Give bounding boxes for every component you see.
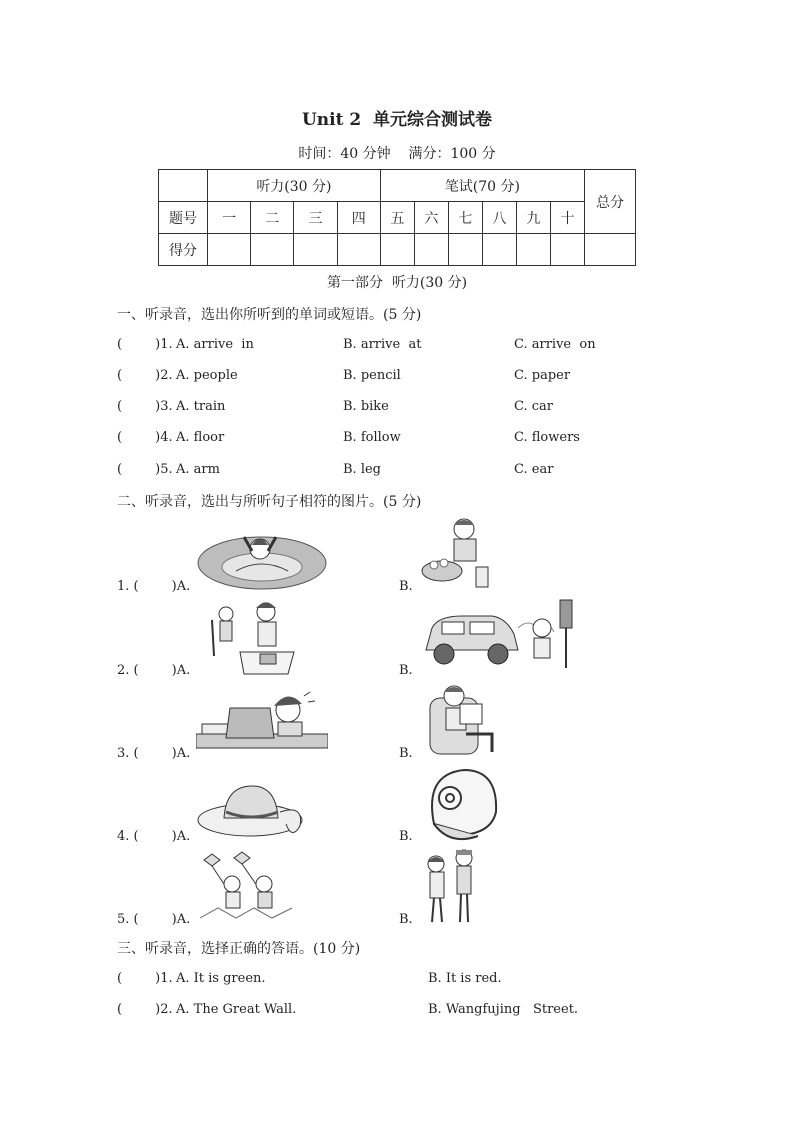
option-b: B. It is red. bbox=[428, 971, 502, 986]
option-a: A. floor bbox=[176, 430, 225, 445]
girls-cleaning-picture bbox=[204, 600, 296, 678]
girl-in-water-picture bbox=[196, 527, 328, 593]
part-title: 第一部分 听力(30 分) bbox=[326, 275, 468, 291]
col-number: 五 bbox=[380, 202, 414, 234]
question-number: 5. ( )A. bbox=[117, 912, 191, 927]
option-b: B. pencil bbox=[343, 368, 401, 383]
option-a: A. arm bbox=[176, 462, 220, 477]
boy-reading-picture bbox=[428, 682, 506, 758]
page-title: Unit 2 单元综合测试卷 bbox=[301, 110, 493, 130]
option-b-label: B. bbox=[399, 579, 413, 594]
car-and-girl-picture bbox=[422, 598, 580, 672]
option-b: B. Wangfujing Street. bbox=[428, 1002, 579, 1017]
option-a: A. people bbox=[176, 368, 238, 383]
question-number: 2. ( )A. bbox=[117, 663, 191, 678]
score-cell[interactable] bbox=[208, 234, 251, 266]
score-cell[interactable] bbox=[448, 234, 482, 266]
option-b: B. bike bbox=[343, 399, 389, 414]
score-cell[interactable] bbox=[380, 234, 414, 266]
option-a: A. arrive in bbox=[176, 337, 254, 352]
total-header: 总分 bbox=[585, 170, 636, 234]
option-c: C. car bbox=[514, 399, 553, 414]
question-number: ( )2. bbox=[117, 368, 173, 383]
question-number: ( )2. bbox=[117, 1002, 173, 1017]
score-cell[interactable] bbox=[251, 234, 294, 266]
score-cell-total[interactable] bbox=[585, 234, 636, 266]
col-number: 八 bbox=[482, 202, 516, 234]
hat-picture bbox=[196, 782, 312, 844]
question-number: ( )1. bbox=[117, 337, 173, 352]
option-b-label: B. bbox=[399, 829, 413, 844]
cap-picture bbox=[420, 764, 500, 846]
option-a: A. train bbox=[176, 399, 226, 414]
option-b: B. follow bbox=[343, 430, 401, 445]
option-b-label: B. bbox=[399, 663, 413, 678]
question-number: 1. ( )A. bbox=[117, 579, 191, 594]
score-cell[interactable] bbox=[550, 234, 584, 266]
boy-washing-clothes-picture bbox=[420, 515, 492, 591]
section-heading: 三、听录音，选择正确的答语。(10 分) bbox=[117, 941, 361, 957]
question-number: ( )4. bbox=[117, 430, 173, 445]
score-cell[interactable] bbox=[294, 234, 337, 266]
score-table-corner bbox=[159, 170, 208, 202]
option-c: C. paper bbox=[514, 368, 571, 383]
listening-header: 听力(30 分) bbox=[208, 170, 381, 202]
col-number: 一 bbox=[208, 202, 251, 234]
col-number: 三 bbox=[294, 202, 337, 234]
score-cell[interactable] bbox=[516, 234, 550, 266]
question-number: 4. ( )A. bbox=[117, 829, 191, 844]
col-number: 十 bbox=[550, 202, 584, 234]
section-heading: 二、听录音，选出与所听句子相符的图片。(5 分) bbox=[117, 494, 422, 510]
question-number: 3. ( )A. bbox=[117, 746, 191, 761]
option-b: B. arrive at bbox=[343, 337, 422, 352]
kids-flying-kites-picture bbox=[198, 850, 294, 922]
col-number: 四 bbox=[337, 202, 380, 234]
option-b: B. leg bbox=[343, 462, 381, 477]
question-number: ( )5. bbox=[117, 462, 173, 477]
two-girls-picture bbox=[422, 848, 480, 926]
option-c: C. arrive on bbox=[514, 337, 596, 352]
score-cell[interactable] bbox=[414, 234, 448, 266]
option-c: C. ear bbox=[514, 462, 554, 477]
score-cell[interactable] bbox=[337, 234, 380, 266]
col-number: 九 bbox=[516, 202, 550, 234]
row-label-number: 题号 bbox=[159, 202, 208, 234]
question-number: ( )3. bbox=[117, 399, 173, 414]
score-table bbox=[158, 169, 636, 266]
section-heading: 一、听录音，选出你所听到的单词或短语。(5 分) bbox=[117, 307, 422, 323]
exam-info: 时间：40 分钟 满分：100 分 bbox=[298, 146, 496, 162]
option-c: C. flowers bbox=[514, 430, 580, 445]
col-number: 六 bbox=[414, 202, 448, 234]
option-a: A. It is green. bbox=[176, 971, 266, 986]
score-cell[interactable] bbox=[482, 234, 516, 266]
option-a: A. The Great Wall. bbox=[176, 1002, 297, 1017]
row-label-score: 得分 bbox=[159, 234, 208, 266]
option-b-label: B. bbox=[399, 746, 413, 761]
boy-at-computer-picture bbox=[196, 688, 328, 758]
question-number: ( )1. bbox=[117, 971, 173, 986]
col-number: 二 bbox=[251, 202, 294, 234]
writing-header: 笔试(70 分) bbox=[380, 170, 584, 202]
option-b-label: B. bbox=[399, 912, 413, 927]
col-number: 七 bbox=[448, 202, 482, 234]
